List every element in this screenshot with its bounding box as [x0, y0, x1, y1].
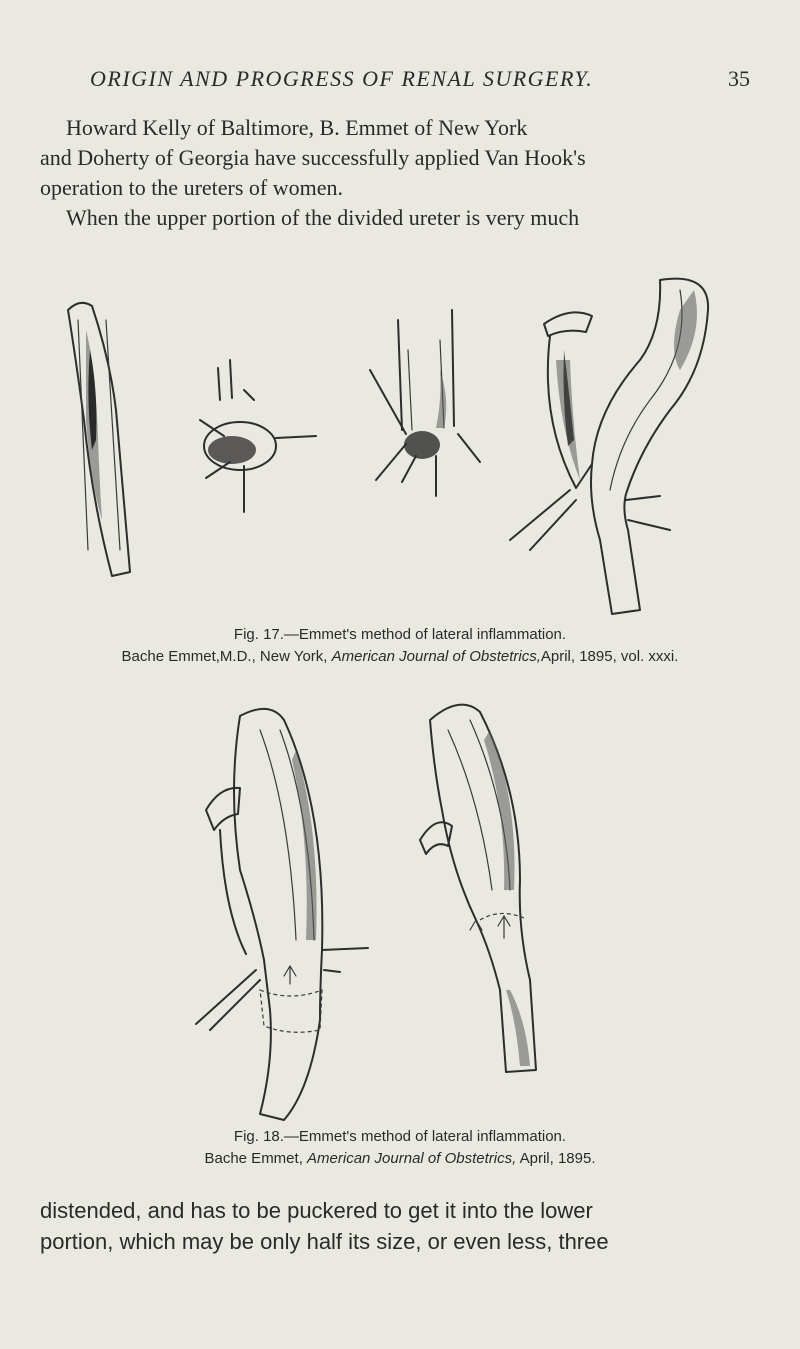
- paragraph-top: [40, 113, 760, 233]
- text-line: operation to the ureters of women.: [40, 175, 344, 200]
- ureter-segment-drawing: [68, 303, 130, 576]
- figure-18-caption: [0, 1126, 800, 1170]
- text-line: distended, and has to be puckered to get it into the lower: [40, 1198, 593, 1223]
- page-number: 35: [728, 66, 750, 91]
- figure-17-credit-suffix: April, 1895, vol. xxxi.: [540, 648, 679, 665]
- ureter-end-drawing: [200, 360, 316, 512]
- running-title: ORIGIN AND PROGRESS OF RENAL SURGERY.: [90, 66, 594, 91]
- text-line: Howard Kelly of Baltimore, B. Emmet of New York: [66, 115, 528, 140]
- joined-ureter-drawing: [510, 279, 708, 614]
- text-line: When the upper portion of the divided ureter is very much: [66, 205, 580, 230]
- figure-17-caption: [0, 624, 800, 668]
- sutured-ureter-drawing: [370, 310, 480, 496]
- figure-17-title: Fig. 17.—Emmet's method of lateral inflammation.: [233, 626, 567, 643]
- figure-18-credit-prefix: Bache Emmet,: [204, 1150, 303, 1167]
- running-header: [90, 66, 750, 92]
- figure-18-title: Fig. 18.—Emmet's method of lateral inflammation.: [233, 1128, 567, 1145]
- ureter-anastomosis-right-drawing: [420, 705, 536, 1072]
- text-line: portion, which may be only half its size, or even less, three: [40, 1229, 609, 1254]
- ureter-anastomosis-left-drawing: [196, 709, 368, 1120]
- figure-17-credit-prefix: Bache Emmet,M.D., New York,: [121, 648, 328, 665]
- figure-18-credit-journal: American Journal of Obstetrics,: [307, 1150, 517, 1167]
- figure-17-illustration: [40, 250, 760, 630]
- figure-18-credit-suffix: April, 1895.: [519, 1150, 596, 1167]
- paragraph-bottom: [40, 1195, 760, 1257]
- figure-18-illustration: [180, 690, 580, 1130]
- figure-17-credit-journal: American Journal of Obstetrics,: [331, 648, 541, 665]
- text-line: and Doherty of Georgia have successfully applied Van Hook's: [40, 145, 586, 170]
